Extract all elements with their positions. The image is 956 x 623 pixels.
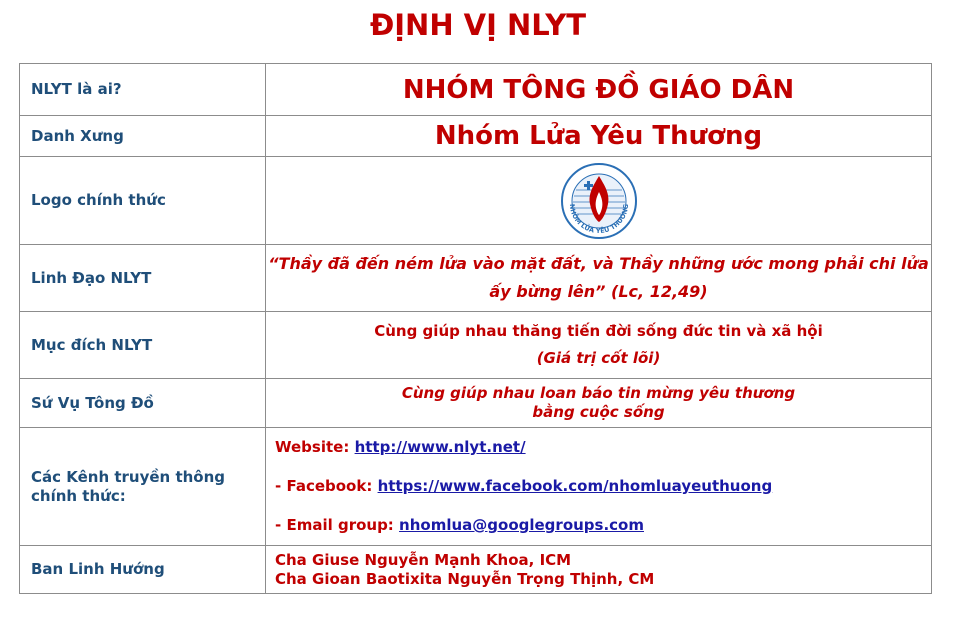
row-label-mission: Sứ Vụ Tông Đồ <box>20 379 266 428</box>
info-table <box>19 63 932 594</box>
website-line <box>275 428 931 467</box>
table-row-leader <box>20 245 932 312</box>
row-value-name: Nhóm Lửa Yêu Thương <box>266 116 932 157</box>
leader-quote-line1: “Thầy đã đến ném lửa vào mặt đất, và Thầy những ước mong phải chi lửa <box>268 254 929 273</box>
row-label-who: NLYT là ai? <box>20 64 266 116</box>
channels-label-line2: chính thức: <box>31 486 126 505</box>
facebook-line <box>275 467 931 506</box>
row-label-logo: Logo chính thức <box>20 157 266 245</box>
row-label-guidance: Ban Linh Hướng <box>20 546 266 594</box>
row-value-purpose <box>266 312 932 379</box>
purpose-line1: Cùng giúp nhau thăng tiến đời sống đức tin và xã hội <box>374 322 823 340</box>
mission-line1: Cùng giúp nhau loan báo tin mừng yêu thương <box>401 384 796 402</box>
website-label: Website: <box>275 438 350 456</box>
guidance-line2: Cha Gioan Baotixita Nguyễn Trọng Thịnh, CM <box>275 569 655 588</box>
table-row-purpose <box>20 312 932 379</box>
channels-label-line1: Các Kênh truyền thông <box>31 467 226 486</box>
row-label-channels <box>20 428 266 546</box>
row-value-who: NHÓM TÔNG ĐỒ GIÁO DÂN <box>266 64 932 116</box>
row-value-channels <box>266 428 932 546</box>
flame-cross-logo-icon <box>560 162 638 240</box>
table-row-who <box>20 64 932 116</box>
row-value-mission <box>266 379 932 428</box>
guidance-line1: Cha Giuse Nguyễn Mạnh Khoa, ICM <box>275 550 572 569</box>
email-label: - Email group: <box>275 516 394 534</box>
facebook-link[interactable]: https://www.facebook.com/nhomluayeuthuong <box>377 477 773 495</box>
mission-line2: bằng cuộc sống <box>532 403 665 421</box>
table-row-guidance <box>20 546 932 594</box>
email-line <box>275 506 931 545</box>
table-row-name <box>20 116 932 157</box>
row-value-logo <box>266 157 932 245</box>
purpose-line2: (Giá trị cốt lõi) <box>536 349 661 367</box>
row-label-leader: Linh Đạo NLYT <box>20 245 266 312</box>
leader-quote-line2: ấy bừng lên” (Lc, 12,49) <box>489 282 708 301</box>
page-title: ĐỊNH VỊ NLYT <box>369 8 587 42</box>
row-label-name: Danh Xưng <box>20 116 266 157</box>
row-label-purpose: Mục đích NLYT <box>20 312 266 379</box>
row-value-leader <box>266 245 932 312</box>
email-link[interactable]: nhomlua@googlegroups.com <box>399 516 644 534</box>
row-value-guidance <box>266 546 932 594</box>
table-row-logo <box>20 157 932 245</box>
logo-text: NHÓM LỬA YÊU THƯƠNG <box>567 203 630 235</box>
website-link[interactable]: http://www.nlyt.net/ <box>354 438 526 456</box>
table-row-mission <box>20 379 932 428</box>
facebook-label: - Facebook: <box>275 477 373 495</box>
table-row-channels <box>20 428 932 546</box>
